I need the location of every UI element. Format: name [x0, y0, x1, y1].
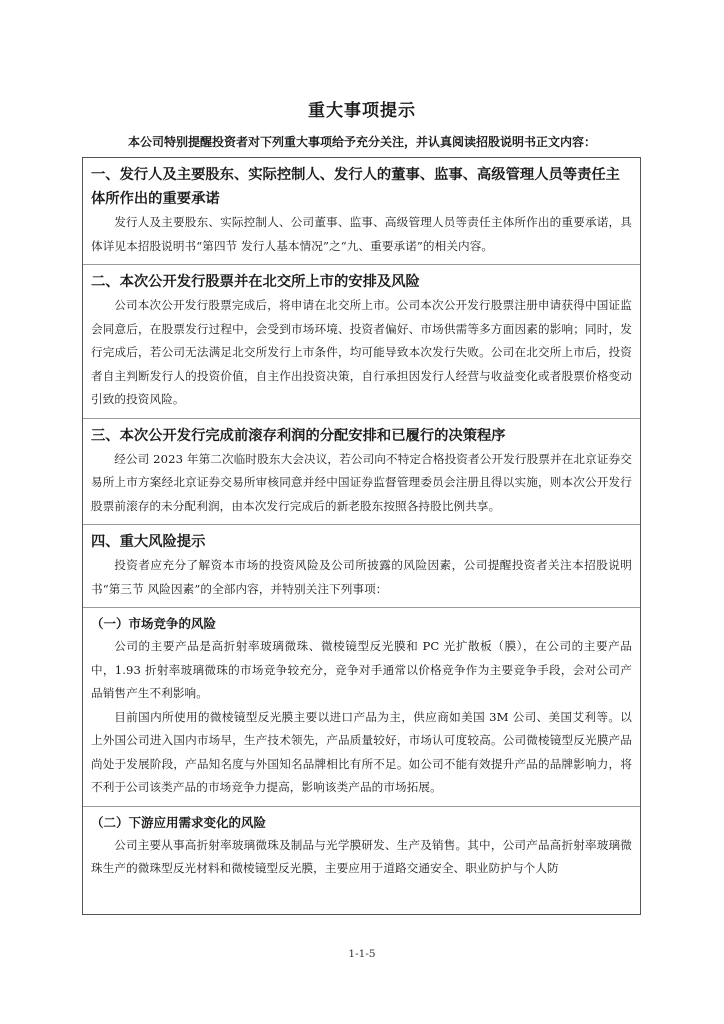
section-paragraph: 公司本次公开发行股票完成后，将申请在北交所上市。公司本次公开发行股票注册申请获得中国证监会同意后，在股票发行过程中，会受到市场环境、投资者偏好、市场供需等多方面因素的影响；同时，发行完成后，若公司无法满足北交所发行上市条件，均可能导致本次发行失败。公司在北交所上市后，投资者自主判断发行人的投资价值，自主作出投资决策，自行承担因发行人经营与收益变化或者股票价格变动引致的投资风险。	[91, 298, 632, 406]
risk-paragraph: 目前国内所使用的微棱镜型反光膜主要以进口产品为主，供应商如美国 3M 公司、美国艾利等。以上外国公司进入国内市场早，生产技术领先，产品质量较好，市场认可度较高。公司微棱镜型反光膜产品尚处于发展阶段，产品知名度与外国知名品牌相比有所不足。如公司不能有效提升产品的品牌影响力，将不利于公司该类产品的市场竞争力提高，影响该类产品的市场拓展。	[91, 709, 632, 794]
section-listing-arrangement	[83, 265, 640, 419]
risk-paragraph: 公司主要从事高折射率玻璃微珠及制品与光学膜研发、生产及销售。其中，公司产品高折射率玻璃微珠生产的微珠型反光材料和微棱镜型反光膜，主要应用于道路交通安全、职业防护与个人防	[91, 837, 632, 875]
risk-heading: （一）市场竞争的风险	[91, 616, 217, 631]
section-paragraph: 投资者应充分了解资本市场的投资风险及公司所披露的风险因素，公司提醒投资者关注本招股说明书“第三节 风险因素”的全部内容，并特别关注下列事项：	[91, 558, 632, 596]
section-commitments	[83, 158, 640, 265]
page-title: 重大事项提示	[308, 101, 416, 121]
intro-statement: 本公司特别提醒投资者对下列重大事项给予充分关注，并认真阅读招股说明书正文内容：	[127, 135, 596, 149]
page-number: 1-1-5	[348, 948, 376, 960]
risk-paragraph: 公司的主要产品是高折射率玻璃微珠、微棱镜型反光膜和 PC 光扩散板（膜），在公司的主要产品中，1.93 折射率玻璃微珠的市场竞争较充分，竞争对手通常以价格竞争作为主要竞争手段，会对公司产品销售产生不利影响。	[91, 639, 632, 700]
section-heading: 二、本次公开发行股票并在北交所上市的安排及风险	[91, 274, 420, 290]
risk-heading: （二）下游应用需求变化的风险	[91, 814, 267, 830]
section-paragraph: 经公司 2023 年第二次临时股东大会决议，若公司向不特定合格投资者公开发行股票并在北京证券交易所上市方案经北京证券交易所审核同意并经中国证券监督管理委员会注册且得以实施，则本次公开发行股票前滚存的未分配利润，由本次发行完成后的新老股东按照各持股比例共享。	[91, 451, 632, 513]
risk-market-competition	[83, 608, 640, 807]
section-heading: 一、发行人及主要股东、实际控制人、发行人的董事、监事、高级管理人员等责任主体所作出的重要承诺	[91, 167, 620, 207]
section-profit-distribution	[83, 419, 640, 526]
risk-downstream-demand	[83, 807, 640, 887]
section-heading: 三、本次公开发行完成前滚存利润的分配安排和已履行的决策程序	[91, 427, 506, 444]
section-major-risks	[83, 525, 640, 608]
section-heading: 四、重大风险提示	[91, 534, 206, 550]
content-frame	[82, 157, 641, 915]
section-paragraph: 发行人及主要股东、实际控制人、公司董事、监事、高级管理人员等责任主体所作出的重要承诺，具体详见本招股说明书“第四节 发行人基本情况”之“九、重要承诺”的相关内容。	[91, 215, 632, 253]
